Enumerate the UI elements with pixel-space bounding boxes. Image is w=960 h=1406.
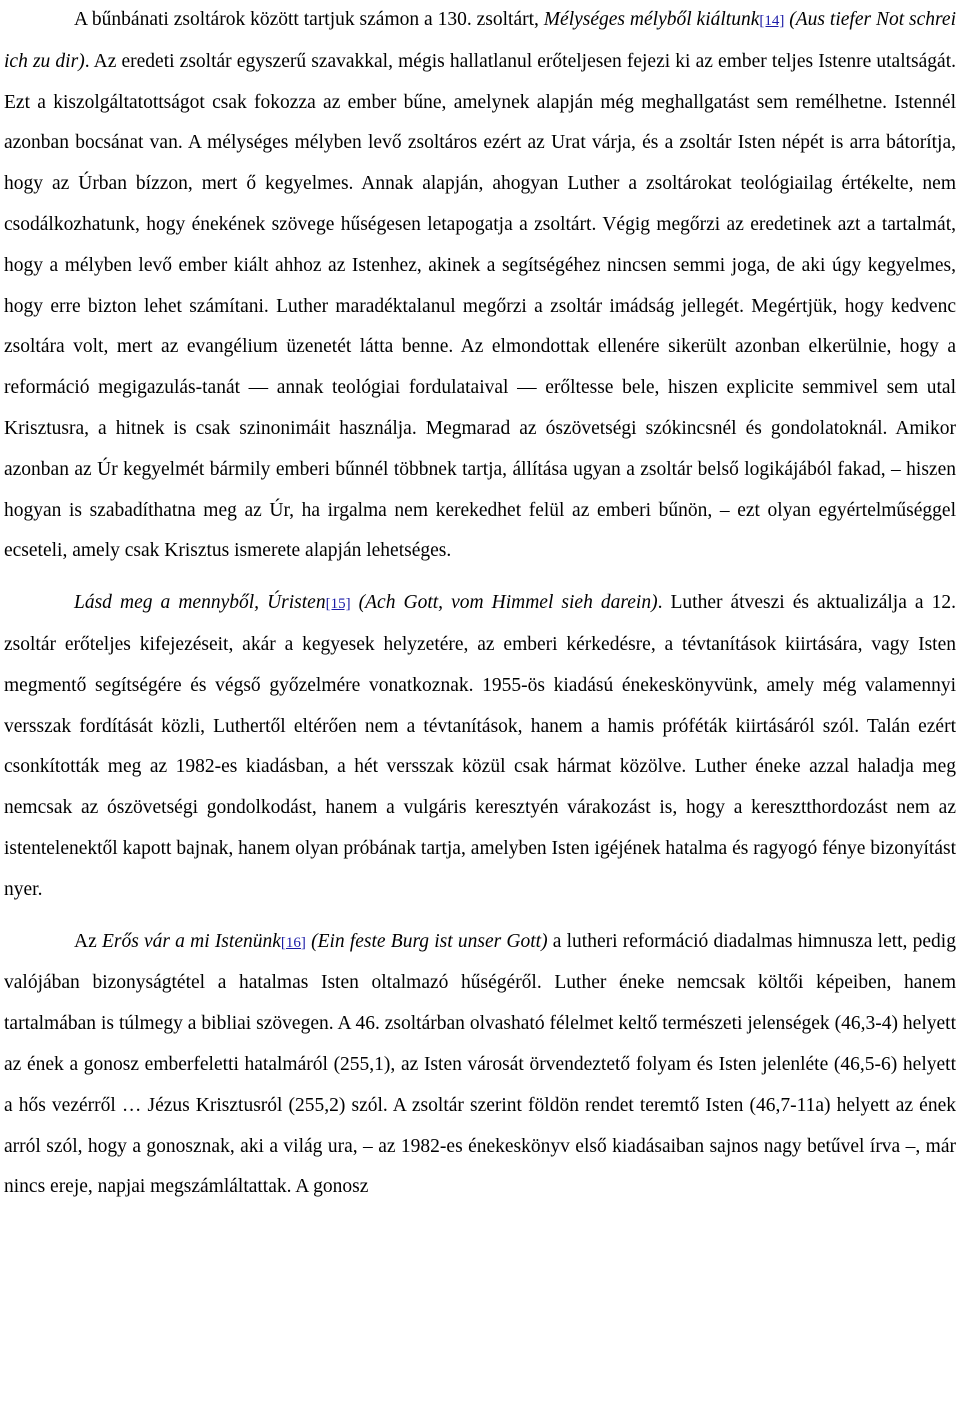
footnote-link-14[interactable]: [14] <box>759 13 785 29</box>
paragraph-text: . Az eredeti zsoltár egyszerű szavakkal, mégis hallatlanul erőteljesen fejezi ki az ember teljes Istenre utaltságát. Ezt a kiszolgáltatottságot csak fokozza az ember bűne, amelynek alapján még meghallgatást sem remélhetne. Istennél azonban bocsánat van. A mélységes mélyben levő zsoltáros ezért az Urat várja, és a zsoltár Isten népét is arra bátorítja, hogy az Úrban bízzon, mert ő kegyelmes. Annak alapján, ahogyan Luther a zsoltárokat teológiailag értékelte, nem csodálkozhatunk, hogy énekének szövege hűségesen letapogatja a zsoltárt. Végig megőrzi az eredetinek azt a tartalmát, hogy a mélyben levő ember kiált ahhoz az Istenhez, akinek a segítségéhez nincsen semmi joga, de aki úgy kegyelmes, hogy erre bizton lehet számítani. Luther maradéktalanul megőrzi a zsoltár imádság jellegét. Megértjük, hogy kedvenc zsoltára volt, mert az evangélium üzenetét látta benne. Az elmondottak ellenére sikerült azonban elkerülnie, hogy a reformáció megigazulás-tanát — annak teológiai fordulataival — erőltesse bele, hiszen explicite semmivel sem utal Krisztusra, a hitnek is csak szinonimáit használja. Megmarad az ószövetségi szókincsnél és gondolatoknál. Amikor azonban az Úr kegyelmét bármily emberi bűnnél többnek tartja, állítása ugyan a zsoltár belső logikájából fakad, – hiszen hogyan is szabadíthatna meg az Úr, ha irgalma nem kerekedhet felül az emberi bűnön, – ezt olyan egyértelműséggel ecseteli, amely csak Krisztus ismerete alapján lehetséges. <box>4 50 956 562</box>
hymn-original-title: (Aus tiefer Not schrei ich zu dir) <box>4 9 956 72</box>
paragraph-psalm-130 <box>4 0 956 572</box>
paragraph-text: . Luther átveszi és aktualizálja a 12. zsoltár erőteljes kifejezéseit, akár a kegyesek helyzetére, az emberi kérkedésre, a tévtanítások kiirtására, vagy Isten megmentő segítségére és végső győzelmére vonatkoznak. 1955-ös kiadású énekeskönyvünk, amely még valamennyi versszak fordítását közli, Luthertől eltérően nem a tévtanítások, hanem a hamis próféták kiirtásáról szól. Talán ezért csonkították meg az 1982-es kiadásban, a hét versszak közül csak hármat közölve. Luther éneke azzal haladja meg nemcsak az ószövetségi gondolkodást, hanem a vulgáris keresztyén várakozást is, hogy a keresztthordozást nem az istentelenektől kapott bajnak, hanem olyan próbának tartja, amelyben Isten igéjének hatalma és ragyogó fénye bizonyítást nyer. <box>4 592 957 900</box>
hymn-original-title: (Ein feste Burg ist unser Gott) <box>305 930 548 952</box>
paragraph-text: A bűnbánati zsoltárok között tartjuk számon a 130. zsoltárt, <box>74 9 544 30</box>
footnote-link-15[interactable]: [15] <box>325 596 351 613</box>
document-page <box>4 0 956 1208</box>
hymn-title: Erős vár a mi Istenünk <box>101 930 281 952</box>
hymn-original-title: (Ach Gott, vom Himmel sieh darein) <box>350 592 658 614</box>
paragraph-text: a lutheri reformáció diadalmas himnusza lett, pedig valójában bizonyságtétel a hatalmas Isten oltalmazó hűségéről. Luther éneke nemcsak költői képeiben, hanem tartalmában is túlmegy a bibliai szövegen. A 46. zsoltárban olvasható félelmet keltő természeti jelenségek (46,3-4) helyett az ének a gonosz emberfeletti hatalmáról (255,1), az Isten városát örvendeztető folyam és Isten jelenléte (46,5-6) helyett a hős vezérről … Jézus Krisztusról (255,2) szól. A zsoltár szerint földön rendet teremtő Isten (46,7-11a) helyett az ének arról szól, hogy a gonosznak, aki a világ ura, – az 1982-es énekeskönyv első kiadásaiban sajnos nagy betűvel írva –, már nincs ereje, napjai megszámláltattak. A gonosz <box>4 930 956 1198</box>
paragraph-psalm-46 <box>4 922 956 1209</box>
hymn-title: Mélységes mélyből kiáltunk <box>543 9 760 30</box>
paragraph-psalm-12 <box>4 583 956 910</box>
paragraph-text: Az <box>74 930 102 952</box>
footnote-link-16[interactable]: [16] <box>280 934 306 951</box>
hymn-title: Lásd meg a mennyből, Úristen <box>74 592 326 614</box>
